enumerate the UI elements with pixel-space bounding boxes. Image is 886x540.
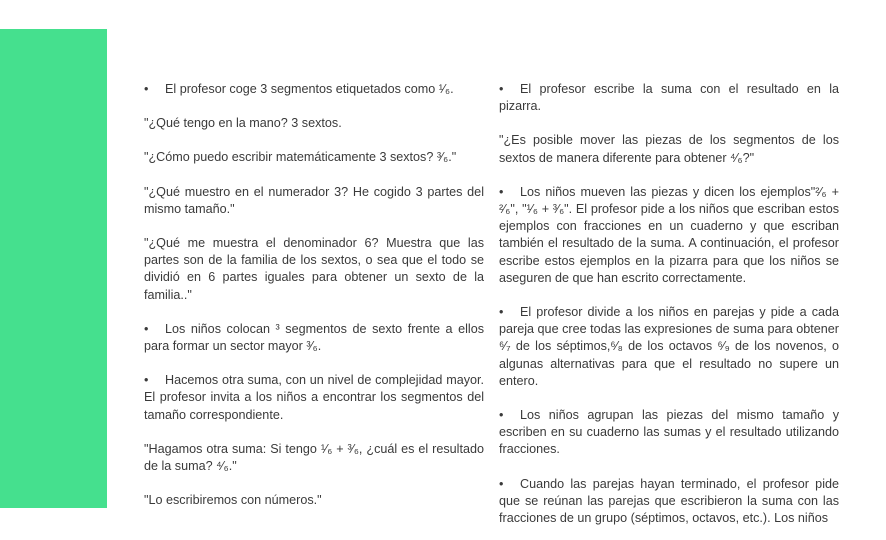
paragraph-text: "¿Cómo puedo escribir matemáticamente 3 sextos? ³⁄₆." [144,150,457,165]
paragraph [144,149,484,166]
bullet: • [499,184,504,199]
paragraph [499,407,839,459]
paragraph-text: Los niños mueven las piezas y dicen los ejemplos"²⁄₆ + ²⁄₆", "¹⁄₆ + ³⁄₆". El profesor pide a los niños que escriban estos ejemplos con fracciones en un cuaderno y que escriban también el resultado de la suma. A continuación, el profesor escribe estos ejemplos en la pizarra para que los niños se aseguren de que han escrito correctamente. [499,184,839,285]
paragraph [144,372,484,424]
paragraph [499,132,839,166]
paragraph [144,115,484,132]
paragraph [144,81,484,98]
accent-bar [0,29,107,508]
paragraph-text: "¿Qué tengo en la mano? 3 sextos. [144,116,342,131]
paragraph-text: El profesor escribe la suma con el resultado en la pizarra. [499,82,839,114]
right-column [499,81,839,526]
paragraph-text: Los niños agrupan las piezas del mismo tamaño y escriben en su cuaderno las sumas y el resultado utilizando fracciones. [499,408,839,457]
paragraph [144,321,484,355]
paragraph [144,492,484,509]
bullet: • [499,305,504,320]
left-column [144,81,484,526]
bullet: • [499,408,504,423]
paragraph-text: El profesor coge 3 segmentos etiquetados como ¹⁄₆. [165,82,454,96]
paragraph-text: Hacemos otra suma, con un nivel de complejidad mayor. El profesor invita a los niños a encontrar los segmentos del tamaño correspondiente. [144,373,484,422]
paragraph-text: "¿Qué me muestra el denominador 6? Muestra que las partes son de la familia de los sextos, o sea que el todo se dividió en 6 partes iguales para obtener un sexto de la familia.." [144,236,484,302]
paragraph-text: El profesor divide a los niños en parejas y pide a cada pareja que cree todas las expresiones de suma para obtener ⁶⁄₇ de los séptimos,⁶⁄₈ de los octavos ⁶⁄₉ de los novenos, o algunas alternativas para que el resultado no supere un entero. [499,305,839,388]
bullet: • [499,476,504,491]
paragraph-text: "Lo escribiremos con números." [144,493,322,508]
paragraph [499,184,839,287]
paragraph [144,184,484,218]
paragraph [144,441,484,475]
paragraph-text: Los niños colocan ³ segmentos de sexto frente a ellos para formar un sector mayor ³⁄₆. [144,321,484,354]
paragraph-text: Cuando las parejas hayan terminado, el profesor pide que se reúnan las parejas que escribieron la suma con las fracciones de un grupo (séptimos, octavos, etc.). Los niños [499,476,839,526]
paragraph [499,476,839,528]
bullet: • [499,82,504,96]
paragraph [499,81,839,115]
paragraph-text: "¿Es posible mover las piezas de los segmentos de los sextos de manera diferente para obtener ⁴⁄₆?" [499,133,839,165]
paragraph-text: "¿Qué muestro en el numerador 3? He cogido 3 partes del mismo tamaño." [144,184,484,216]
bullet: • [144,82,149,96]
bullet: • [144,373,149,388]
paragraph-text: "Hagamos otra suma: Si tengo ¹⁄₆ + ³⁄₆, ¿cuál es el resultado de la suma? ⁴⁄₆." [144,441,484,474]
paragraph [144,235,484,304]
paragraph [499,304,839,390]
bullet: • [144,321,149,336]
